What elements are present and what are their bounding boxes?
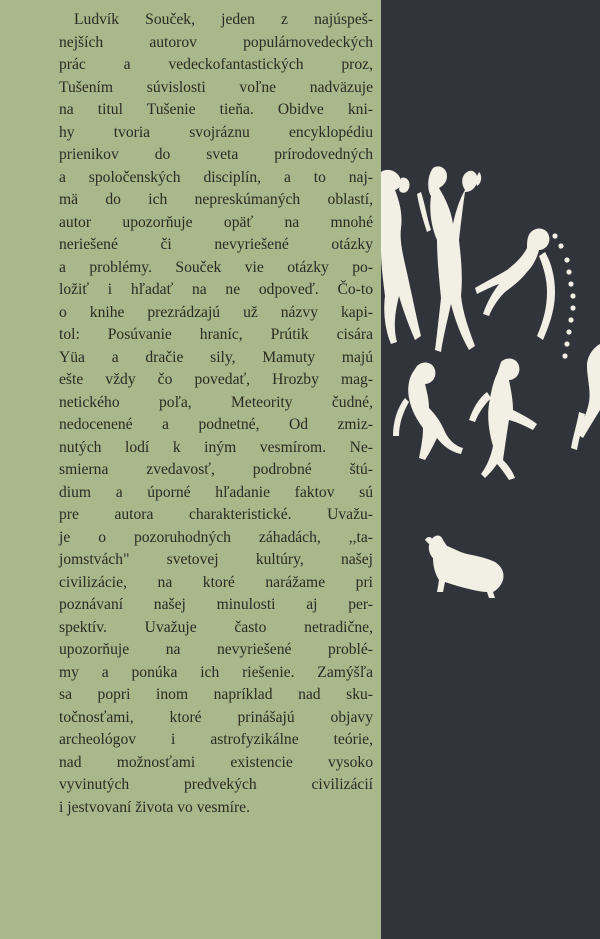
- blurb-line: nad možnosťami existencie vysoko: [59, 753, 373, 771]
- blurb-line: i jestvovaní života vo vesmíre.: [59, 798, 250, 816]
- blurb-line: Tušením súvislosti voľne nadväzuje: [59, 78, 373, 96]
- cave-painting-figures-icon: [381, 0, 600, 939]
- blurb-line: archeológov i astrofyzikálne teórie,: [59, 731, 373, 748]
- blurb-line: ešte vždy čo povedať, Hrozby mag-: [59, 371, 373, 388]
- blurb-line: nejších autorov populárnovedeckých: [59, 33, 373, 51]
- blurb-line: spektív. Uvažuje často netradične,: [59, 618, 373, 636]
- blurb-line: na titul Tušenie tieňa. Obidve kni-: [59, 101, 373, 118]
- blurb-line: netického poľa, Meteority čudné,: [59, 393, 373, 411]
- blurb-line: Ludvík Souček, jeden z najúspeš-: [74, 11, 373, 28]
- blurb-line: hy tvoria svojráznu encyklopédiu: [59, 123, 373, 141]
- blurb-line: vyvinutých predvekých civilizácií: [59, 776, 373, 793]
- blurb-line: autor upozorňuje opäť na mnohé: [59, 213, 373, 231]
- blurb-line: ložiť i hľadať na ne odpoveď. Čo-to: [59, 281, 373, 298]
- blurb-line: Yüa a dračie sily, Mamuty majú: [59, 348, 373, 366]
- blurb-line: a problémy. Souček vie otázky po-: [59, 258, 373, 276]
- back-cover-right-panel: [381, 0, 600, 939]
- blurb-line: prienikov do sveta prírodovedných: [59, 146, 373, 163]
- blurb-line: o knihe prezrádzajú už názvy kapi-: [59, 303, 373, 321]
- blurb-line: dium a úporné hľadanie faktov sú: [59, 483, 373, 501]
- blurb-line: a spoločenských disciplín, a to naj-: [59, 168, 373, 186]
- blurb-line: tol: Posúvanie hraníc, Prútik cisára: [59, 326, 373, 343]
- blurb-line: jomstvách" svetovej kultúry, našej: [59, 551, 373, 568]
- blurb-line: nutých lodí k iným vesmírom. Ne-: [59, 438, 373, 456]
- blurb-text: [59, 9, 373, 819]
- blurb-line: mä do ich nepreskúmaných oblastí,: [59, 191, 373, 208]
- blurb-line: smierna zvedavosť, podrobné štú-: [59, 461, 373, 478]
- blurb-line: prác a vedeckofantastických proz,: [59, 56, 373, 73]
- blurb-line: neriešené či nevyriešené otázky: [59, 236, 373, 253]
- blurb-line: upozorňuje na nevyriešené problé-: [59, 641, 373, 658]
- blurb-line: pre autora charakteristické. Uvažu-: [59, 506, 373, 523]
- blurb-line: my a ponúka ich riešenie. Zamýšľa: [59, 663, 373, 681]
- blurb-line: nedocenené a podnetné, Od zmiz-: [59, 416, 373, 433]
- blurb-line: civilizácie, na ktoré narážame pri: [59, 573, 373, 591]
- blurb-line: je o pozoruhodných záhadách, ,,ta-: [59, 528, 373, 546]
- blurb-line: poznávaní našej minulosti aj per-: [59, 596, 373, 613]
- blurb-line: točnosťami, ktoré prinášajú objavy: [59, 708, 373, 726]
- blurb-line: sa popri inom napríklad nad sku-: [59, 686, 373, 703]
